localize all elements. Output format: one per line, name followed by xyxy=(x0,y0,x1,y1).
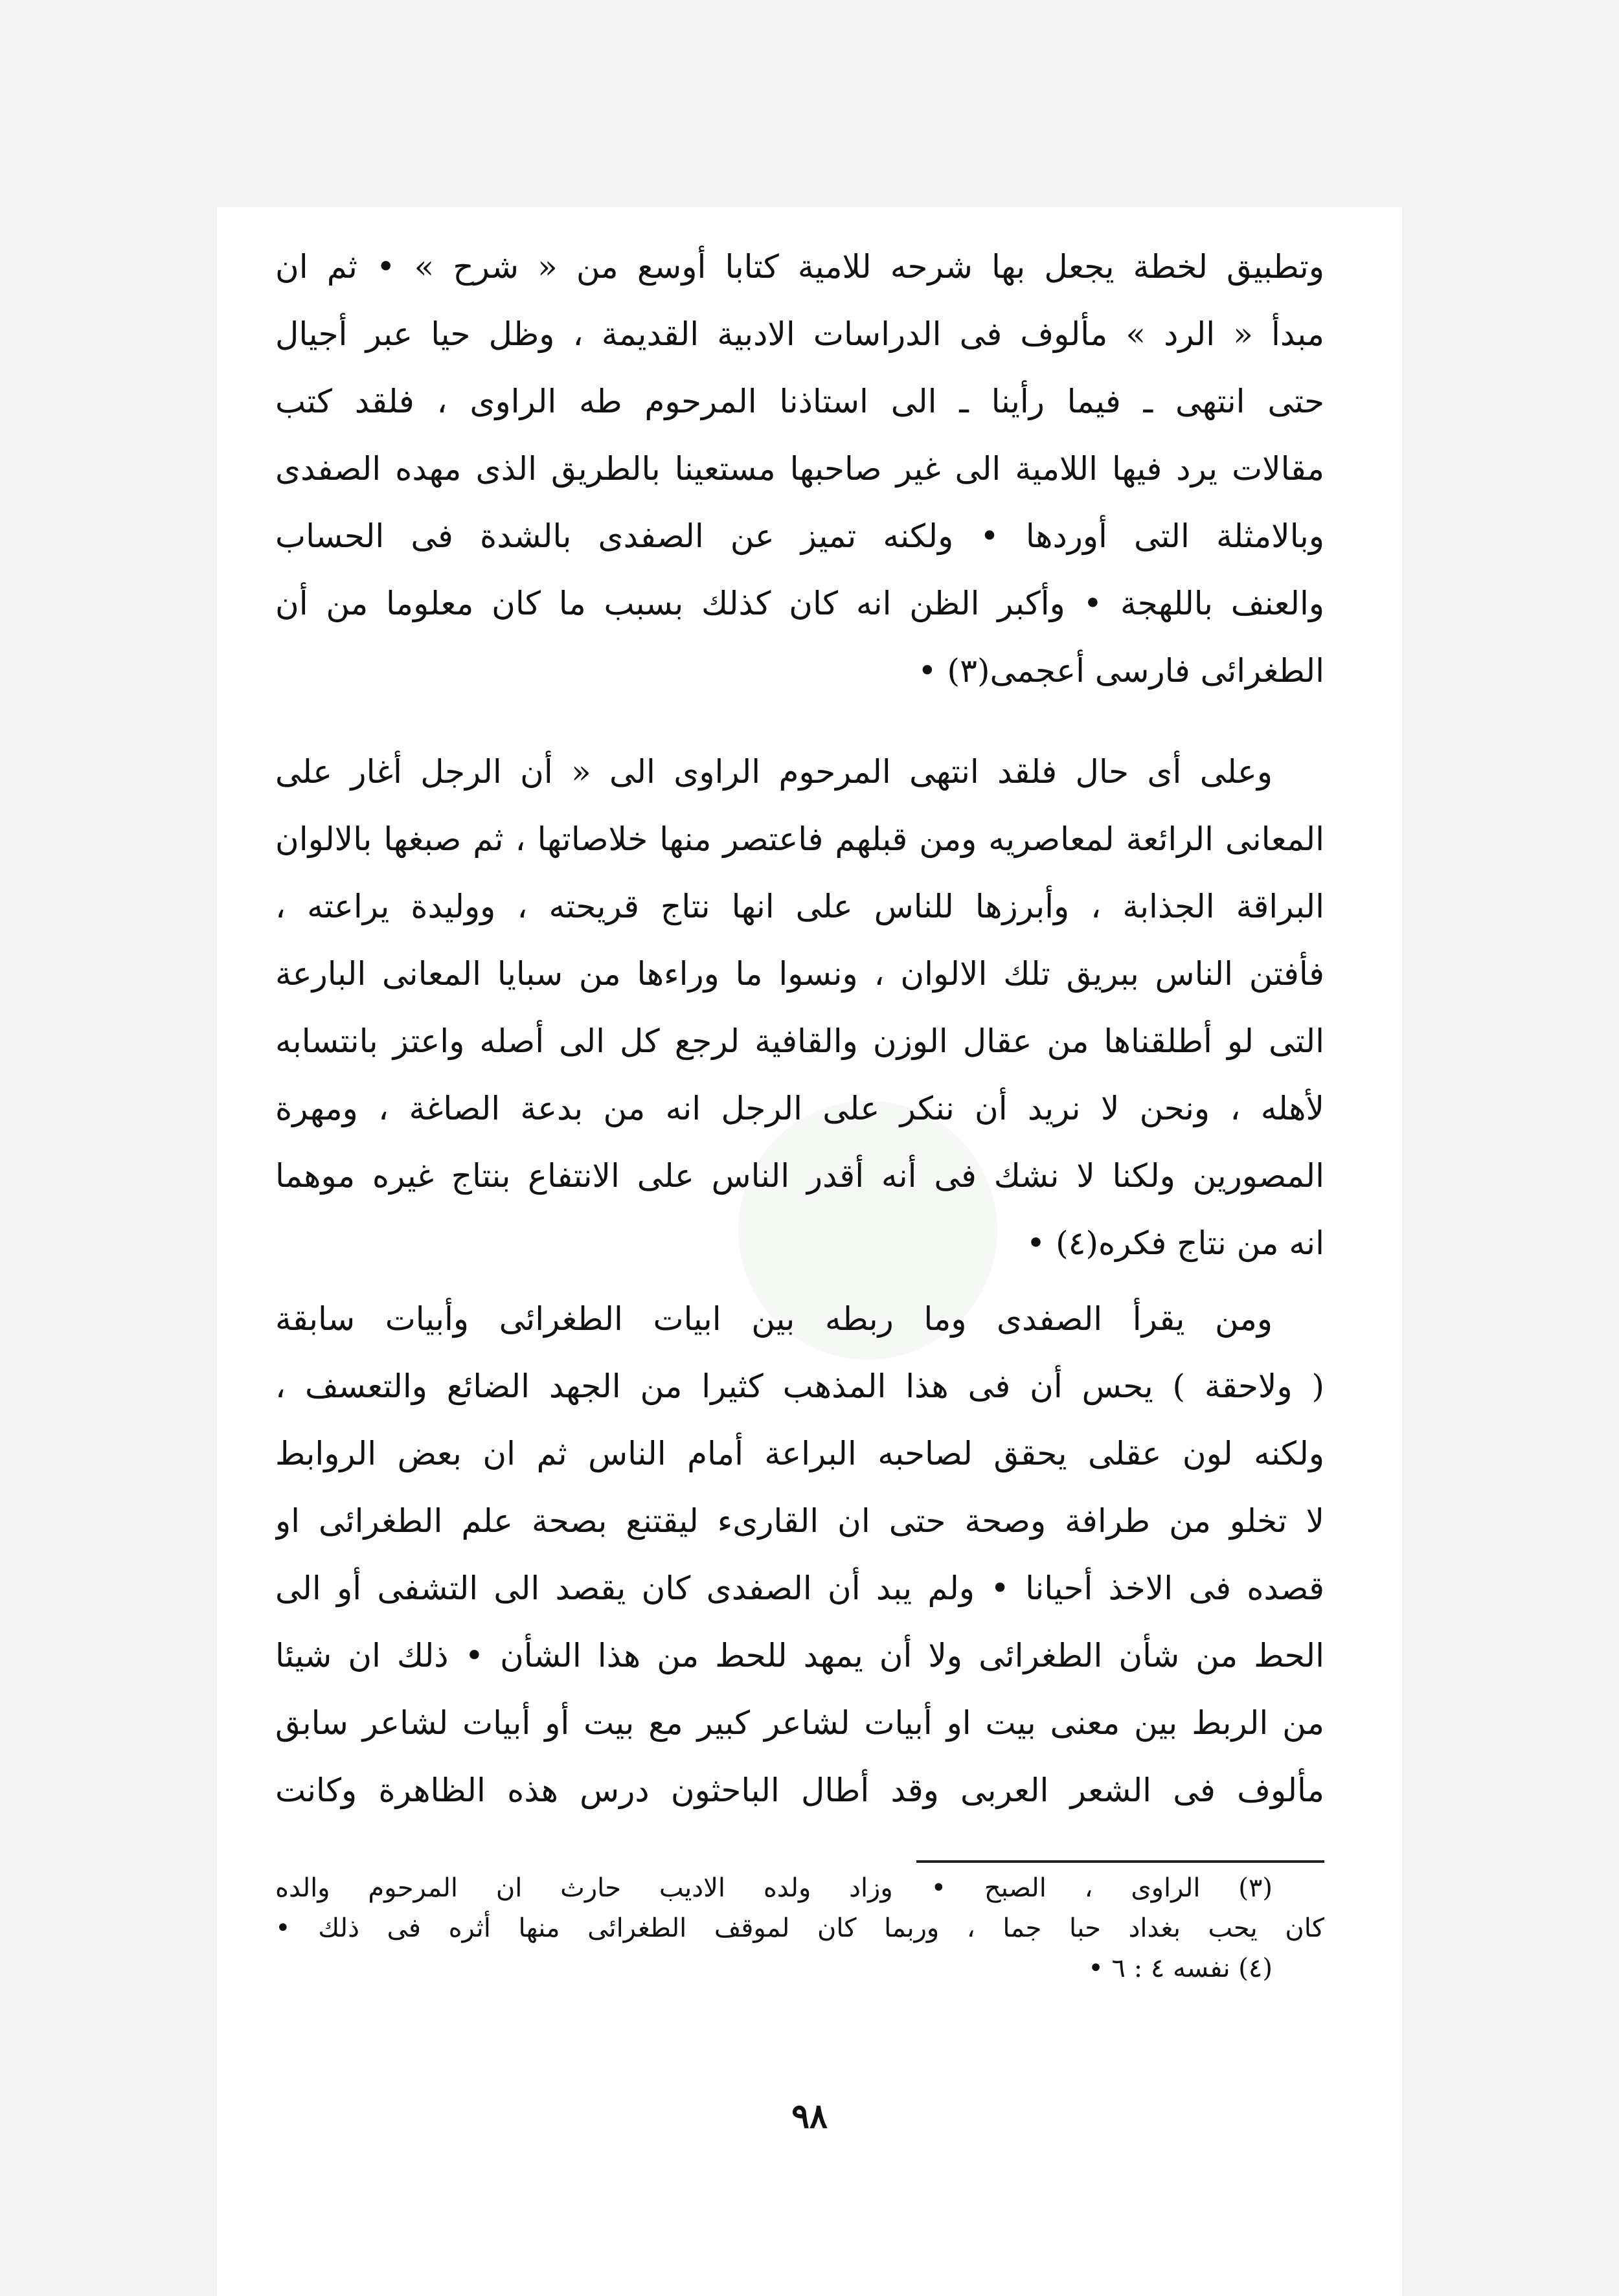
paragraph-2 xyxy=(275,738,1324,1277)
text-line: الحط من شأن الطغرائى ولا أن يمهد للحط من هذا الشأن • ذلك ان شيئا xyxy=(275,1637,1324,1674)
text-line: والعنف باللهجة • وأكبر الظن انه كان كذلك بسبب ما كان معلوما من أن xyxy=(275,585,1324,622)
footnote-divider xyxy=(916,1860,1324,1863)
text-line: لأهله ، ونحن لا نريد أن ننكر على الرجل انه من بدعة الصاغة ، ومهرة xyxy=(275,1090,1324,1127)
text-line: ومن يقرأ الصفدى وما ربطه بين ابيات الطغرائى وأبيات سابقة xyxy=(275,1300,1273,1338)
text-line: حتى انتهى ـ فيما رأينا ـ الى استاذنا المرحوم طه الراوى ، فلقد كتب xyxy=(275,383,1324,420)
text-line: المصورين ولكنا لا نشك فى أنه أقدر الناس على الانتفاع بنتاج غيره موهما xyxy=(275,1157,1324,1195)
text-line: وتطبيق لخطة يجعل بها شرحه للامية كتابا أوسع من « شرح » • ثم ان xyxy=(275,248,1324,286)
text-line: وعلى أى حال فلقد انتهى المرحوم الراوى الى « أن الرجل أغار على xyxy=(275,753,1273,791)
page-number: ٩٨ xyxy=(791,2097,828,2136)
text-line: من الربط بين معنى بيت او أبيات لشاعر كبير مع بيت أو أبيات لشاعر سابق xyxy=(275,1704,1324,1742)
text-line: مألوف فى الشعر العربى وقد أطال الباحثون درس هذه الظاهرة وكانت xyxy=(275,1772,1324,1809)
text-line: فأفتن الناس ببريق تلك الالوان ، ونسوا ما وراءها من سبايا المعانى البارعة xyxy=(275,955,1324,993)
text-line: المعانى الرائعة لمعاصريه ومن قبلهم فاعتصر منها خلاصاتها ، ثم صبغها بالالوان xyxy=(275,820,1324,858)
text-line: قصده فى الاخذ أحيانا • ولم يبد أن الصفدى كان يقصد الى التشفى أو الى xyxy=(275,1570,1324,1607)
text-line: الطغرائى فارسى أعجمى(٣) • xyxy=(918,652,1324,690)
text-line: ولكنه لون عقلى يحقق لصاحبه البراعة أمام الناس ثم ان بعض الروابط xyxy=(275,1435,1324,1472)
footnote-line: (٤) نفسه ٤ : ٦ • xyxy=(1088,1953,1273,1983)
text-line: وبالامثلة التى أوردها • ولكنه تميز عن الصفدى بالشدة فى الحساب xyxy=(275,517,1324,555)
footnote-line: (٣) الراوى ، الصبح • وزاد ولده الاديب حارث ان المرحوم والده xyxy=(275,1873,1273,1903)
paragraph-3 xyxy=(275,1285,1324,1824)
text-line: مقالات يرد فيها اللامية الى غير صاحبها مستعينا بالطريق الذى مهده الصفدى xyxy=(275,450,1324,488)
text-line: لا تخلو من طرافة وصحة حتى ان القارىء ليقتنع بصحة علم الطغرائى او xyxy=(275,1502,1324,1540)
text-line: انه من نتاج فكره(٤) • xyxy=(1026,1224,1324,1262)
text-line: البراقة الجذابة ، وأبرزها للناس على انها نتاج قريحته ، ووليدة يراعته ، xyxy=(275,888,1324,925)
paragraph-1 xyxy=(275,233,1324,704)
text-line: مبدأ « الرد » مألوف فى الدراسات الادبية القديمة ، وظل حيا عبر أجيال xyxy=(275,315,1324,353)
footnote-line: كان يحب بغداد حبا جما ، وربما كان لموقف الطغرائى منها أثره فى ذلك • xyxy=(275,1913,1324,1943)
text-line: ( ولاحقة ) يحس أن فى هذا المذهب كثيرا من الجهد الضائع والتعسف ، xyxy=(275,1367,1324,1405)
footnotes xyxy=(275,1868,1324,1988)
text-line: التى لو أطلقناها من عقال الوزن والقافية لرجع كل الى أصله واعتز بانتسابه xyxy=(275,1022,1324,1060)
